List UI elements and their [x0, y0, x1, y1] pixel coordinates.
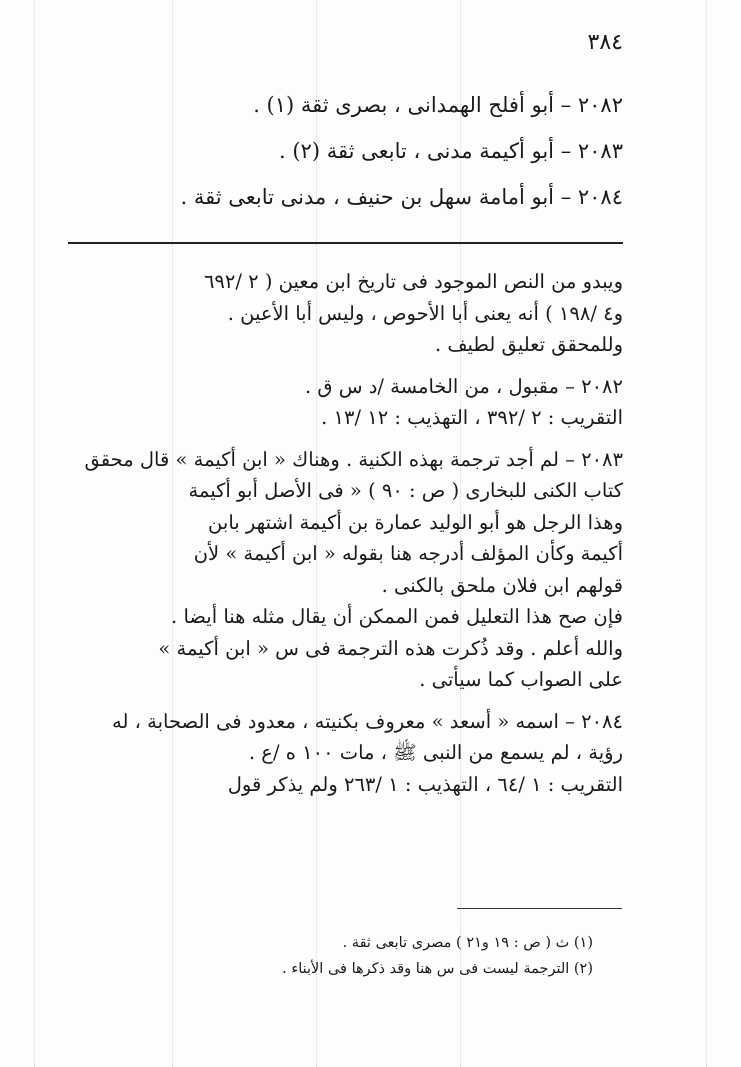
footnote-2: (٢) الترجمة ليست فى س هنا وقد ذكرها فى الأبناء .	[282, 961, 593, 977]
entry-2083: ٢٠٨٣ – أبو أكيمة مدنى ، تابعى ثقة (٢) .	[279, 139, 623, 163]
footnote-1: (١) ث ( ص : ١٩ و٢١ ) مصرى تابعى ثقة .	[342, 935, 593, 951]
footnotes	[153, 930, 593, 982]
entry-2084: ٢٠٨٤ – أبو أمامة سهل بن حنيف ، مدنى تابعى ثقة .	[180, 185, 623, 209]
note-line: ٢٠٨٣ – لم أجد ترجمة بهذه الكنية . وهناك « ابن أكيمة » قال محقق	[84, 447, 623, 471]
note-line: ٢٠٨٤ – اسمه « أسعد » معروف بكنيته ، معدود فى الصحابة ، له	[112, 709, 623, 733]
note-intro	[68, 266, 623, 361]
note-line: أكيمة وكأن المؤلف أدرجه هنا بقوله « ابن أكيمة » لأن	[193, 542, 623, 565]
footnote-divider	[457, 908, 622, 909]
note-2082	[68, 371, 623, 434]
note-line: فإن صح هذا التعليل فمن الممكن أن يقال مثله هنا أيضا .	[171, 605, 623, 628]
note-line: ويبدو من النص الموجود فى تاريخ ابن معين ( ٢ /٦٩٢	[203, 270, 623, 293]
note-line: التقريب : ١ /٦٤ ، التهذيب : ١ /٢٦٣ ولم يذكر قول	[227, 772, 623, 796]
note-line: رؤية ، لم يسمع من النبى ﷺ ، مات ١٠٠ ه /ع .	[248, 741, 623, 764]
section-divider	[68, 242, 623, 244]
note-line: ٢٠٨٢ – مقبول ، من الخامسة /د س ق .	[304, 374, 623, 398]
note-line: وهذا الرجل هو أبو الوليد عمارة بن أكيمة اشتهر بابن	[208, 510, 623, 534]
note-line: قولهم ابن فلان ملحق بالكنى .	[381, 573, 623, 597]
note-line: وللمحقق تعليق لطيف .	[434, 333, 623, 356]
note-line: على الصواب كما سيأتى .	[419, 668, 623, 691]
entries-list	[113, 82, 623, 220]
note-2083	[68, 444, 623, 696]
commentary	[68, 266, 623, 810]
note-line: التقريب : ٢ /٣٩٢ ، التهذيب : ١٢ /١٣ .	[321, 406, 623, 429]
entry-2082: ٢٠٨٢ – أبو أفلح الهمدانى ، بصرى ثقة (١) .	[253, 93, 623, 117]
note-line: كتاب الكنى للبخارى ( ص : ٩٠ ) « فى الأصل أبو أكيمة	[188, 479, 623, 502]
note-line: والله أعلم . وقد ذُكرت هذه الترجمة فى س « ابن أكيمة »	[158, 636, 623, 660]
page-number: ٣٨٤	[587, 30, 623, 55]
note-2084	[68, 706, 623, 801]
note-line: و٤ /١٩٨ ) أنه يعنى أبا الأحوص ، وليس أبا الأعين .	[227, 301, 623, 325]
